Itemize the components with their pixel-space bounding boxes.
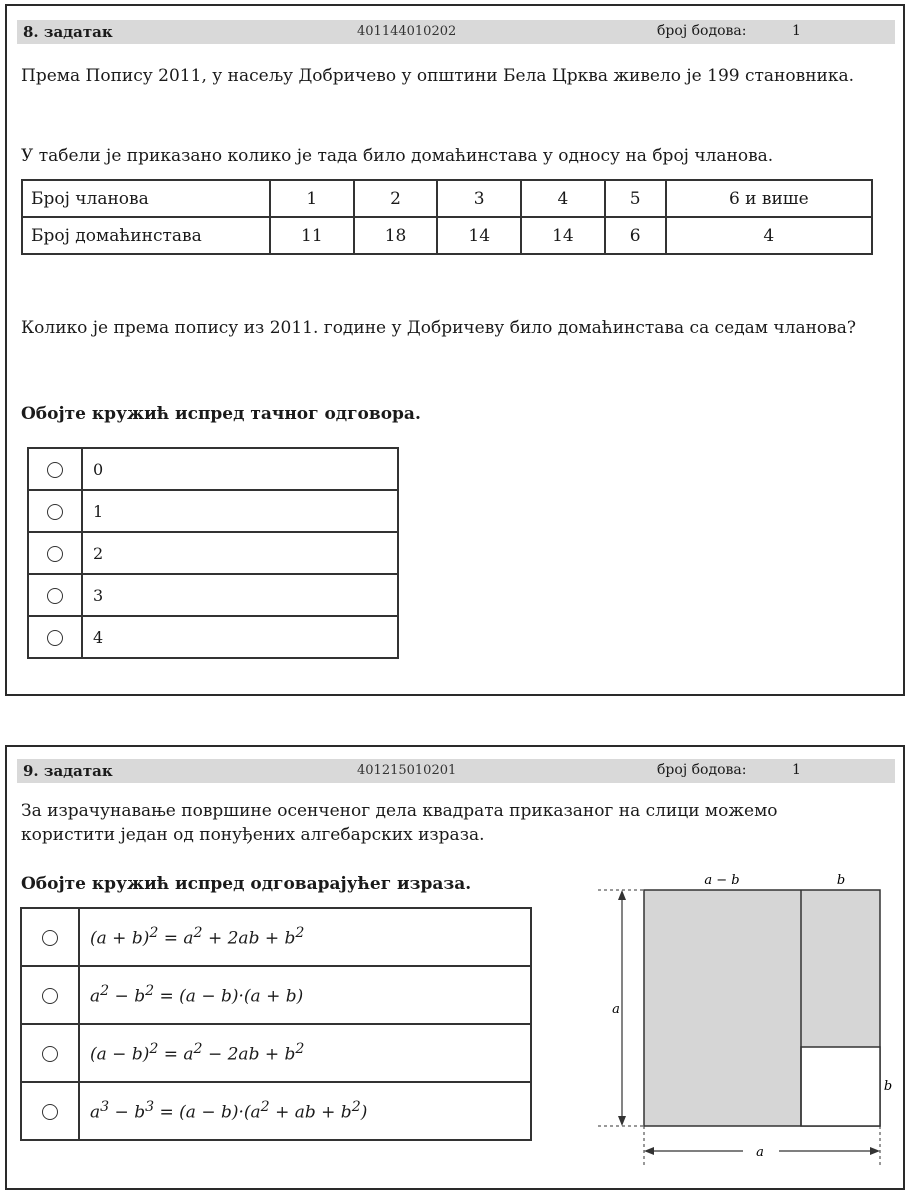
table-cell: 6	[605, 217, 666, 254]
radio-circle-icon[interactable]	[47, 588, 63, 604]
task-question: Колико је према попису из 2011. године у Добричеву било домаћинстава са седам чланова?	[21, 318, 856, 338]
arrow-head-icon	[870, 1147, 880, 1155]
table-row	[22, 217, 872, 254]
table-cell: 3	[437, 180, 521, 217]
answer-row[interactable]	[21, 966, 531, 1024]
radio-circle-icon[interactable]	[47, 546, 63, 562]
formula-option-1: $(a + b)^2 = a^2 + 2ab + b^2$	[79, 908, 531, 966]
answer-radio[interactable]	[21, 1082, 79, 1140]
table-row	[22, 180, 872, 217]
radio-circle-icon[interactable]	[47, 504, 63, 520]
row-label: Број домаћинстава	[22, 217, 270, 254]
answer-label: 2	[82, 532, 398, 574]
answer-label: 1	[82, 490, 398, 532]
answer-radio[interactable]	[21, 908, 79, 966]
table-intro: У табели је приказано колико је тада било домаћинстава у односу на број чланова.	[21, 146, 774, 166]
table-cell: 14	[521, 217, 605, 254]
row-label: Број чланова	[22, 180, 270, 217]
task-number: 9. задатак	[23, 762, 113, 780]
task-intro-line1: За израчунавање површине осенченог дела квадрата приказаног на слици можемо	[21, 801, 778, 821]
task-intro: Према Попису 2011, у насељу Добричево у општини Бела Црква живело је 199 становника.	[21, 66, 855, 86]
label-left-a: a	[612, 1002, 620, 1017]
task-8-panel	[5, 4, 905, 696]
small-white-square	[801, 1047, 880, 1126]
answer-label: 4	[82, 616, 398, 658]
points-label: број бодова:	[657, 23, 747, 39]
arrow-head-icon	[618, 1116, 626, 1126]
task-code: 401215010201	[357, 763, 457, 778]
label-top-b: b	[836, 873, 846, 888]
radio-circle-icon[interactable]	[42, 988, 58, 1004]
answer-radio[interactable]	[28, 490, 82, 532]
answer-row[interactable]	[28, 616, 398, 658]
points-value: 1	[792, 23, 801, 39]
label-top-a-minus-b: a − b	[704, 873, 740, 888]
table-cell: 14	[437, 217, 521, 254]
radio-circle-icon[interactable]	[47, 462, 63, 478]
radio-circle-icon[interactable]	[42, 1104, 58, 1120]
answer-row[interactable]	[28, 490, 398, 532]
answer-radio[interactable]	[21, 1024, 79, 1082]
table-cell: 4	[521, 180, 605, 217]
table-cell: 6 и више	[666, 180, 872, 217]
answer-radio[interactable]	[28, 448, 82, 490]
answer-options	[27, 447, 399, 659]
answer-row[interactable]	[28, 574, 398, 616]
points-label: број бодова:	[657, 762, 747, 778]
answer-instruction: Обојте кружић испред одговарајућег израза.	[21, 874, 472, 894]
arrow-head-icon	[644, 1147, 654, 1155]
answer-row[interactable]	[28, 448, 398, 490]
answer-radio[interactable]	[28, 574, 82, 616]
task-header	[17, 20, 895, 44]
formula-option-3: $(a - b)^2 = a^2 - 2ab + b^2$	[79, 1024, 531, 1082]
answer-row[interactable]	[21, 1024, 531, 1082]
points-value: 1	[792, 762, 801, 778]
task-header	[17, 759, 895, 783]
answer-row[interactable]	[21, 1082, 531, 1140]
task-number: 8. задатак	[23, 23, 113, 41]
households-table	[21, 179, 873, 255]
formula-options	[20, 907, 532, 1141]
table-cell: 1	[270, 180, 354, 217]
label-bottom-a: a	[756, 1145, 764, 1160]
answer-radio[interactable]	[28, 616, 82, 658]
answer-row[interactable]	[28, 532, 398, 574]
radio-circle-icon[interactable]	[42, 1046, 58, 1062]
task-intro-line2: користити један од понуђених алгебарских израза.	[21, 825, 485, 845]
answer-label: 3	[82, 574, 398, 616]
answer-label: 0	[82, 448, 398, 490]
table-cell: 18	[354, 217, 438, 254]
formula-option-4: $a^3 - b^3 = (a - b)\cdot(a^2$ + ab + $b^2$)	[79, 1082, 531, 1140]
table-cell: 11	[270, 217, 354, 254]
answer-radio[interactable]	[21, 966, 79, 1024]
square-figure	[588, 866, 898, 1171]
table-cell: 2	[354, 180, 438, 217]
radio-circle-icon[interactable]	[47, 630, 63, 646]
formula-option-2: $a^2 - b^2 = (a - b)\cdot(a + b)$	[79, 966, 531, 1024]
radio-circle-icon[interactable]	[42, 930, 58, 946]
answer-row[interactable]	[21, 908, 531, 966]
table-cell: 5	[605, 180, 666, 217]
table-cell: 4	[666, 217, 872, 254]
label-right-b: b	[883, 1079, 893, 1094]
answer-radio[interactable]	[28, 532, 82, 574]
arrow-head-icon	[618, 890, 626, 900]
task-code: 401144010202	[357, 24, 457, 39]
answer-instruction: Обојте кружић испред тачног одговора.	[21, 404, 421, 424]
